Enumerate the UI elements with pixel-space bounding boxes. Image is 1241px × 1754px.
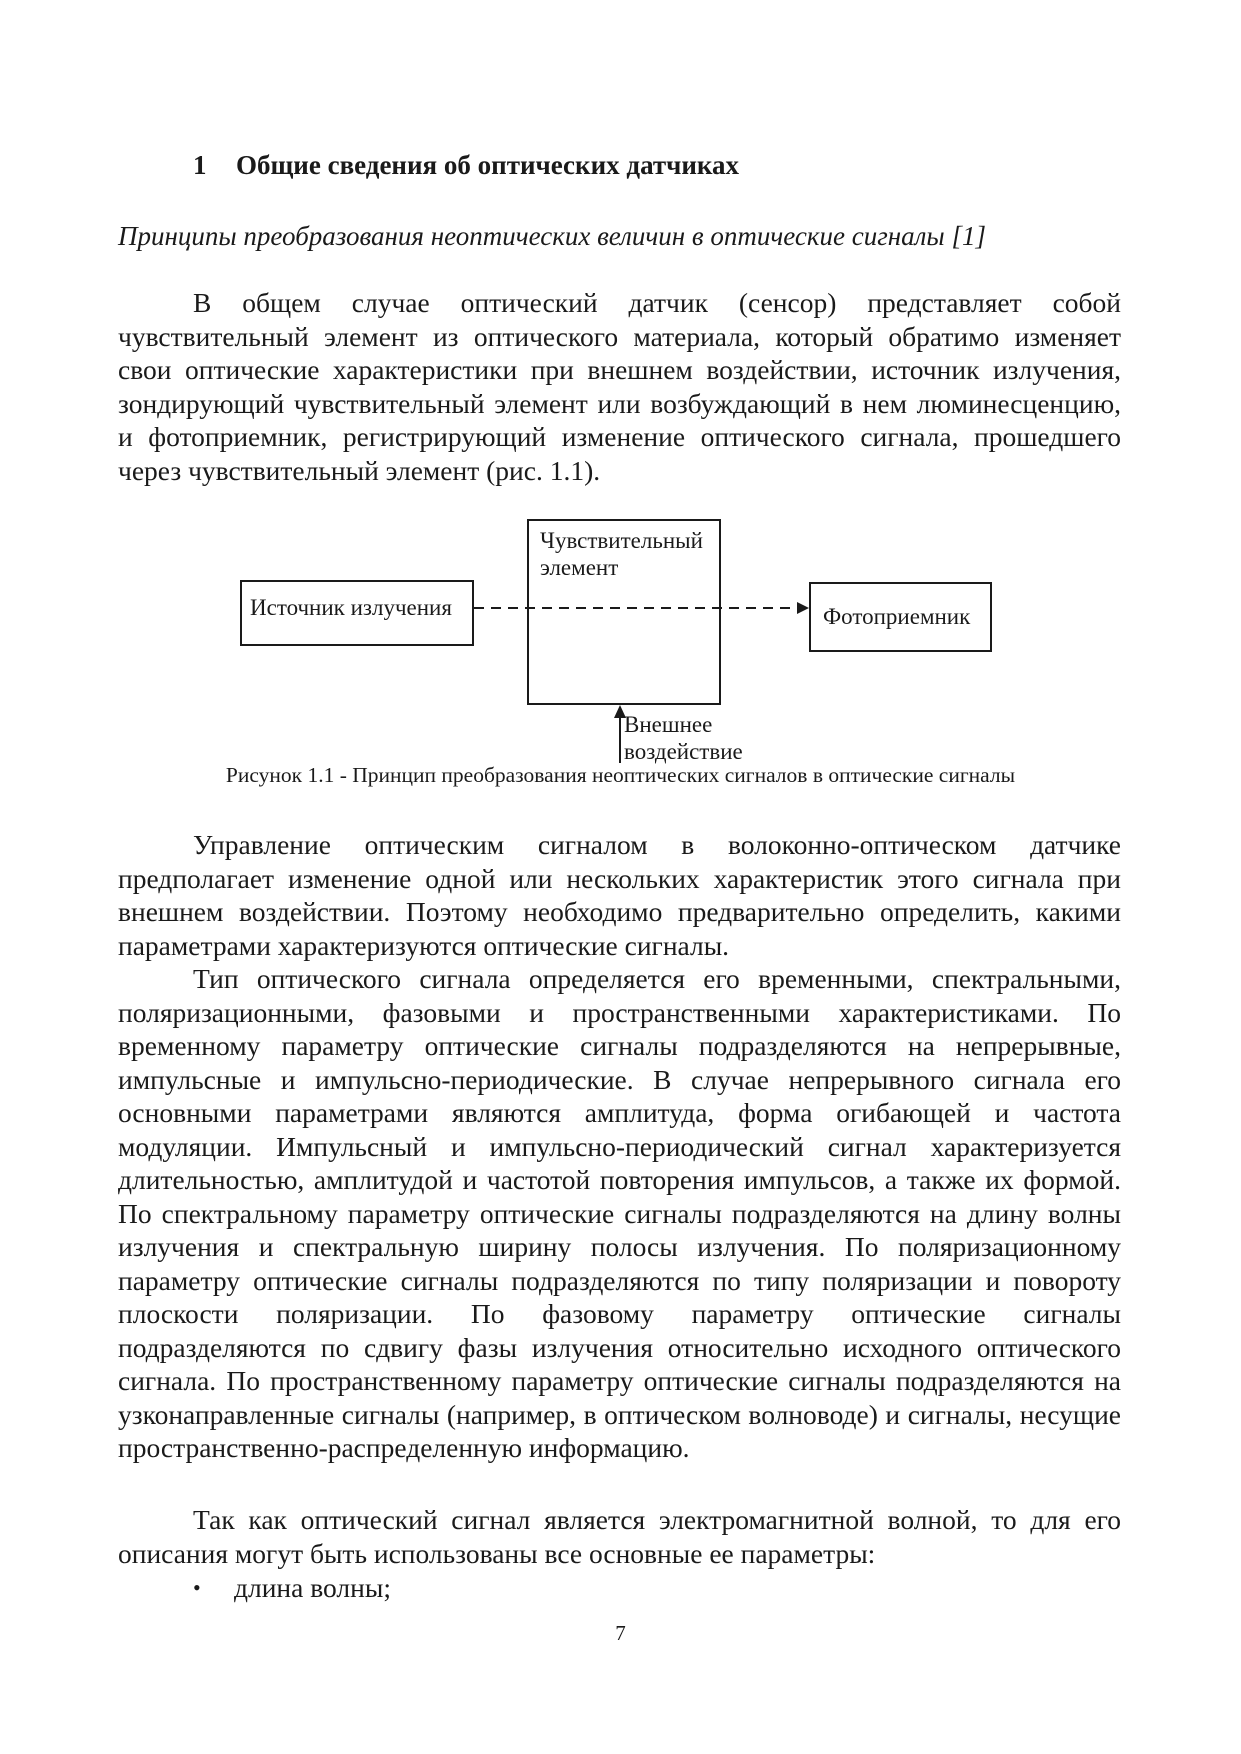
paragraph-signal-types: Тип оптического сигнала определяется его временными, спектральными, поляризационными, фазовыми и пространственными характеристиками. По временному параметру оптические сигналы подразделяются на непрерывные, импульсные и импульсно-периодические. В случае непрерывного сигнала его основными параметрами являются амплитуда, форма огибающей и частота модуляции. Импульсный и импульсно-периодический сигнал характеризуется длительностью, амплитудой и частотой повторения импульсов, а также их формой. По спектральному параметру оптические сигналы подразделяются на длину волны излучения и спектральную ширину полосы излучения. По поляризационному параметру оптические сигналы подразделяются по типу поляризации и повороту плоскости поляризации. По фазовому параметру оптические сигналы подразделяются по сдвигу фазы излучения относительно исходного оптического сигнала. По пространственному параметру оптические сигналы подразделяются на узконаправленные сигналы (например, в оптическом волноводе) и сигналы, несущие пространственно-распределенную информацию. [118, 963, 1121, 1463]
signal-arrowhead-icon [797, 602, 809, 614]
sensitive-element-box [527, 519, 721, 705]
sensitive-element-label: Чувствительный элемент [540, 528, 703, 580]
paragraph-intro: В общем случае оптический датчик (сенсор) представляет собой чувствительный элемент из оптического материала, который обратимо изменяет свои оптические характеристики при внешнем воздействии, источник излучения, зондирующий чувствительный элемент или возбуждающий в нем люминесценцию, и фотоприемник, регистрирующий изменение оптического сигнала, прошедшего через чувствительный элемент (рис. 1.1). [118, 287, 1121, 486]
paragraph-em-wave: Так как оптический сигнал является электромагнитной волной, то для его описания могут быть использованы все основные ее параметры: [118, 1504, 1121, 1569]
section-number: 1 [193, 150, 207, 180]
list-item [193, 1572, 391, 1604]
page-number: 7 [615, 1621, 626, 1645]
radiation-source-label: Источник излучения [250, 595, 452, 620]
bullet-icon: • [193, 1575, 201, 1600]
photodetector-box [809, 582, 992, 652]
figure-caption: Рисунок 1.1 - Принцип преобразования неоптических сигналов в оптические сигналы [225, 763, 1016, 787]
list-item-text: длина волны; [234, 1572, 391, 1603]
section-subtitle: Принципы преобразования неоптических величин в оптические сигналы [1] [118, 221, 986, 251]
photodetector-label: Фотоприемник [823, 604, 971, 629]
figure-1-1 [0, 505, 1241, 765]
section-heading [193, 150, 739, 181]
external-influence-label: Внешнее воздействие [624, 712, 743, 764]
section-title: Общие сведения об оптических датчиках [236, 150, 740, 180]
paragraph-signal-control: Управление оптическим сигналом в волоконно-оптическом датчике предполагает изменение одной или нескольких характеристик этого сигнала при внешнем воздействии. Поэтому необходимо предварительно определить, какими параметрами характеризуются оптические сигналы. [118, 829, 1121, 961]
radiation-source-box [240, 580, 474, 646]
